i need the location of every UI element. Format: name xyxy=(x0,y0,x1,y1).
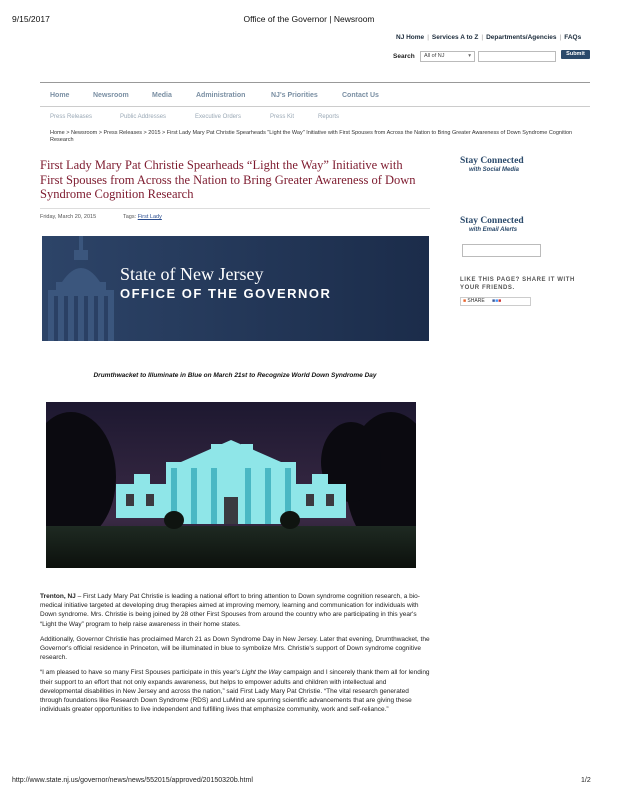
photo-caption: Drumthwacket to Illuminate in Blue on March 21st to Recognize World Down Syndrome Day xyxy=(93,372,377,379)
paragraph-2: Additionally, Governor Christie has proclaimed March 21 as Down Syndrome Day in New Jersey. Later that evening, Drumthwacket, the Governor's official residence in Princeton, will be illuminated in blue to symbolize Mrs. Christie's support of Down syndrome cognitive research. xyxy=(40,635,430,662)
email-stay-connected-title[interactable]: Stay Connected xyxy=(460,216,524,226)
page-number: 1/2 xyxy=(581,777,591,784)
search-submit-button[interactable]: Submit xyxy=(561,50,590,59)
tags-label: Tags: xyxy=(123,214,137,220)
social-stay-connected-title[interactable]: Stay Connected xyxy=(460,156,524,166)
share-button[interactable] xyxy=(460,297,531,306)
share-prompt: LIKE THIS PAGE? SHARE IT WITH YOUR FRIENDS. xyxy=(460,277,575,291)
twitter-icon: ■ xyxy=(495,298,499,304)
article-date: Friday, March 20, 2015 xyxy=(40,214,97,220)
search-scope-value: All of NJ xyxy=(424,53,445,59)
subnav-public-addresses[interactable]: Public Addresses xyxy=(120,114,167,120)
paragraph-1-text: – First Lady Mary Pat Christie is leading a national effort to bring attention to Down syndrome cognition research, a bio-medical initiative targeted at developing drug therapies aimed at improving memory, learning and communication for individuals with Down syndrome. Mrs. Christie is being joined by 28 other First Spouses from around the country who are participating in this year's “Light the Way” program to help raise awareness in their home states. xyxy=(40,593,420,628)
chevron-down-icon: ▾ xyxy=(468,53,471,59)
faqs-link[interactable]: FAQs xyxy=(564,34,582,41)
social-media-subtitle[interactable]: with Social Media xyxy=(469,167,520,173)
email-signup-input[interactable] xyxy=(462,244,541,257)
email-alerts-subtitle[interactable]: with Email Alerts xyxy=(469,227,518,233)
nav-media[interactable]: Media xyxy=(152,92,172,99)
paragraph-3 xyxy=(40,668,430,714)
drumthwacket-photo xyxy=(46,402,416,568)
campaign-name: Light the Way xyxy=(241,669,282,677)
banner-office-text: OFFICE OF THE GOVERNOR xyxy=(120,286,332,301)
governor-banner xyxy=(42,236,429,341)
departments-link[interactable]: Departments/Agencies xyxy=(486,34,557,41)
utility-links: NJ Home | Services A to Z | Departments/Agencies | FAQs xyxy=(396,34,582,41)
share-label: SHARE xyxy=(467,298,485,304)
nav-top-divider xyxy=(40,82,590,83)
subnav-executive-orders[interactable]: Executive Orders xyxy=(195,114,242,120)
paragraph-1 xyxy=(40,592,430,629)
print-page-title: Office of the Governor | Newsroom xyxy=(243,14,375,24)
facebook-icon: ■ xyxy=(492,298,496,304)
article-body xyxy=(40,592,430,720)
subnav-reports[interactable]: Reports xyxy=(318,114,340,120)
page-title: First Lady Mary Pat Christie Spearheads “Light the Way” Initiative with First Spouses from Across the Nation to Bring Greater Awareness of Down Syndrome Cognition Research xyxy=(40,158,416,201)
search-scope-select[interactable] xyxy=(420,51,475,62)
quote-part-a: “I am pleased to have so many First Spouses participate in this year's xyxy=(40,669,242,677)
nav-home[interactable]: Home xyxy=(50,92,70,99)
subnav-press-releases[interactable]: Press Releases xyxy=(50,114,93,120)
banner-state-text: State of New Jersey xyxy=(120,264,264,284)
article-tags xyxy=(123,214,162,220)
quote-part-b: campaign and I sincerely thank them all for lending their support to an effort that not only expands awareness, but helps to empower adults and children with intellectual and developmental disabilities in New Jersey and across the nation,” said First Lady Mary Pat Christie. “The vital research generated through foundations like Research Down Syndrome (RDS) and LuMind are spurring scientific advancements that are giving these individuals greater opportunities to live independent and fulfilling lives that emphasize community, work and self-reliance.” xyxy=(40,669,430,714)
nav-newsroom[interactable]: Newsroom xyxy=(93,92,129,99)
search-label: Search xyxy=(393,53,415,60)
subnav-press-kit[interactable]: Press Kit xyxy=(270,114,295,120)
nav-contact[interactable]: Contact Us xyxy=(342,92,379,99)
nav-middle-divider xyxy=(40,106,590,107)
email-share-icon: ■ xyxy=(498,298,502,304)
nav-administration[interactable]: Administration xyxy=(196,92,246,99)
nav-priorities[interactable]: NJ's Priorities xyxy=(271,92,318,99)
breadcrumb[interactable]: Home > Newsroom > Press Releases > 2015 > First Lady Mary Pat Christie Spearheads "Light the Way" Initiative with First Spouses from Across the Nation to Bring Greater Awareness of Down Syndrome Cognition Research xyxy=(50,130,573,143)
services-link[interactable]: Services A to Z xyxy=(431,34,479,41)
page-url: http://www.state.nj.us/governor/news/news/552015/approved/20150320b.html xyxy=(12,777,253,784)
dateline: Trenton, NJ xyxy=(40,593,76,600)
share-plus-icon: ■ xyxy=(463,298,467,304)
title-divider xyxy=(40,208,430,209)
print-date: 9/15/2017 xyxy=(12,14,50,24)
illuminated-mansion-image xyxy=(46,402,416,568)
nj-home-link[interactable]: NJ Home xyxy=(396,34,425,41)
tag-first-lady-link[interactable]: First Lady xyxy=(137,214,162,220)
search-input[interactable] xyxy=(478,51,556,62)
